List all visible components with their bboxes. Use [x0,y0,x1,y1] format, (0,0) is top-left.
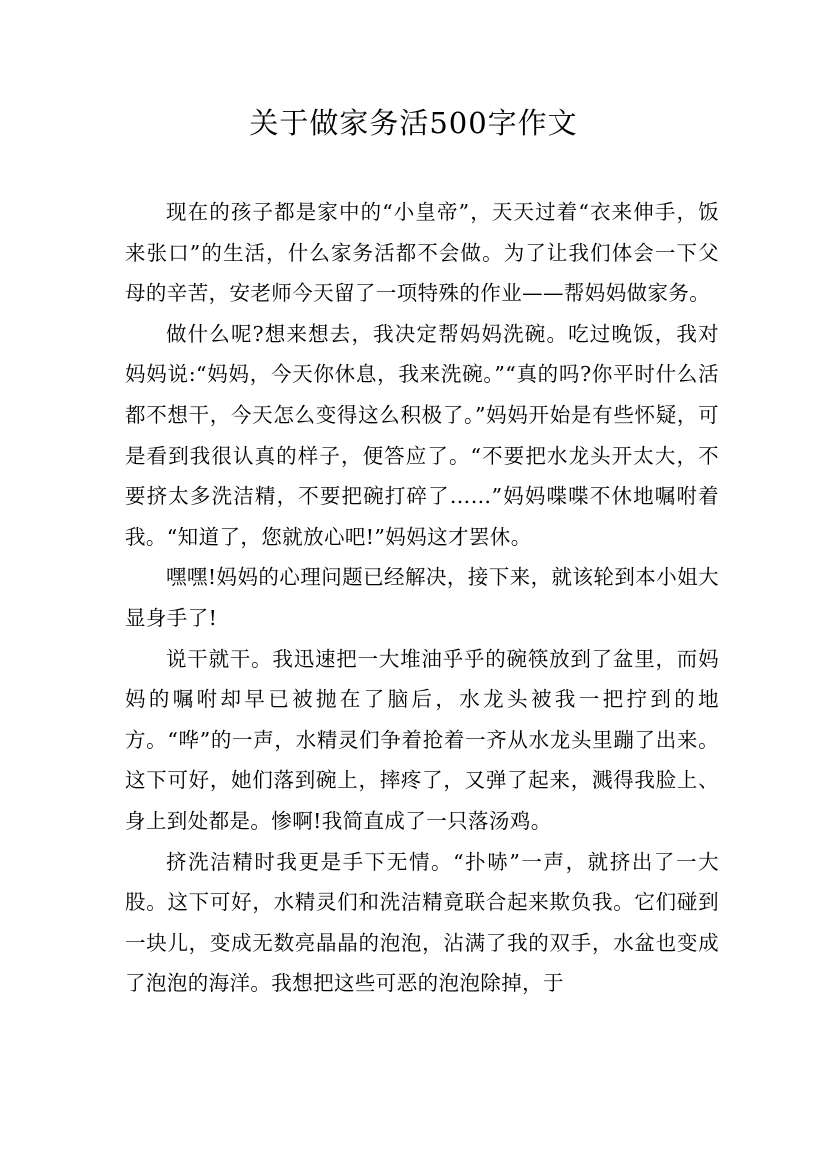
paragraph-4: 说干就干。我迅速把一大堆油乎乎的碗筷放到了盆里，而妈妈的嘱咐却早已被抛在了脑后，水龙头被我一把拧到的地方。“哗”的一声，水精灵们争着抢着一齐从水龙头里蹦了出来。这下可好，她们落到碗上，摔疼了，又弹了起来，溅得我脸上、身上到处都是。惨啊!我简直成了一只落汤鸡。 [125,646,719,833]
paragraph-3: 嘿嘿!妈妈的心理问题已经解决，接下来，就该轮到本小姐大显身手了! [125,565,719,630]
document-title: 关于做家务活500字作文 [249,106,578,140]
document-body [125,192,719,1004]
paragraph-1: 现在的孩子都是家中的“小皇帝”，天天过着“衣来伸手，饭来张口”的生活，什么家务活都不会做。为了让我们体会一下父母的辛苦，安老师今天留了一项特殊的作业——帮妈妈做家务。 [125,200,719,306]
paragraph-5: 挤洗洁精时我更是手下无情。“扑哧”一声，就挤出了一大股。这下可好，水精灵们和洗洁精竟联合起来欺负我。它们碰到一块儿，变成无数亮晶晶的泡泡，沾满了我的双手，水盆也变成了泡泡的海洋。我想把这些可恶的泡泡除掉，于 [125,849,719,996]
paragraph-2: 做什么呢?想来想去，我决定帮妈妈洗碗。吃过晚饭，我对妈妈说:“妈妈，今天你休息，我来洗碗。”“真的吗?你平时什么活都不想干，今天怎么变得这么积极了。”妈妈开始是有些怀疑，可是看到我很认真的样子，便答应了。“不要把水龙头开太大，不要挤太多洗洁精，不要把碗打碎了……”妈妈喋喋不休地嘱咐着我。“知道了，您就放心吧!”妈妈这才罢休。 [125,321,719,549]
